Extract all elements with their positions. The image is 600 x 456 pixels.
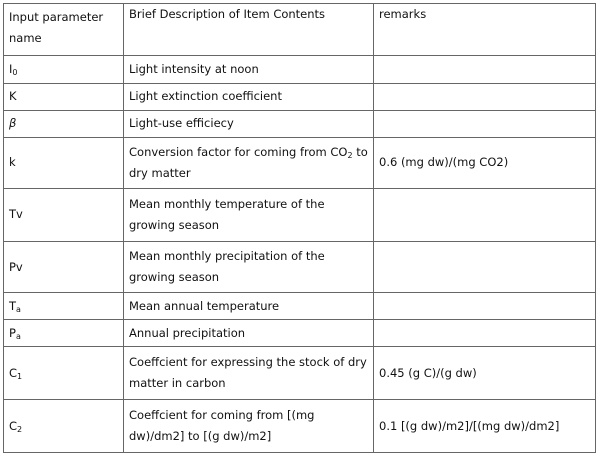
param-description: Mean monthly precipitation of the growing season [124,241,374,293]
param-description: Conversion factor for coming from $CO_2$ to dry matter [124,138,374,189]
param-symbol: k [4,138,124,189]
param-symbol: β [4,110,124,137]
param-symbol: $T_a$ [4,293,124,319]
param-description: Annual precipitation [124,319,374,346]
table-row [4,400,596,453]
param-remarks [374,110,596,137]
table-row [4,319,596,346]
table-row [4,188,596,241]
param-remarks [374,84,596,110]
table-row [4,138,596,189]
param-remarks [374,188,596,241]
parameter-table [3,3,596,453]
table-row [4,55,596,83]
param-description: Mean annual temperature [124,293,374,319]
param-description: Light extinction coefficient [124,84,374,110]
table-row [4,241,596,293]
param-symbol: K [4,84,124,110]
header-brief-description: Brief Description of Item Contents [124,4,374,56]
param-symbol: $P_a$ [4,319,124,346]
header-remarks: remarks [374,4,596,56]
param-symbol: $I_0$ [4,55,124,83]
header-row [4,4,596,56]
param-symbol: $C_2$ [4,400,124,453]
param-symbol: Tv [4,188,124,241]
header-input-parameter-name: Input parameter name [4,4,124,56]
param-remarks: 0.1 [(g dw)/m2]/[(mg dw)/dm2] [374,400,596,453]
param-remarks [374,241,596,293]
param-remarks: 0.6 (mg dw)/(mg CO2) [374,138,596,189]
table-row [4,84,596,110]
param-description: Coeffcient for expressing the stock of dry matter in carbon [124,347,374,400]
table-row [4,293,596,319]
param-symbol: Pv [4,241,124,293]
param-symbol: $C_1$ [4,347,124,400]
param-remarks: 0.45 (g C)/(g dw) [374,347,596,400]
param-description: Light-use efficiecy [124,110,374,137]
param-description: Coeffcient for coming from [(mg dw)/dm2] to [(g dw)/m2] [124,400,374,453]
table-row [4,110,596,137]
table-row [4,347,596,400]
param-remarks [374,319,596,346]
param-remarks [374,55,596,83]
param-description: Light intensity at noon [124,55,374,83]
param-remarks [374,293,596,319]
param-description: Mean monthly temperature of the growing season [124,188,374,241]
